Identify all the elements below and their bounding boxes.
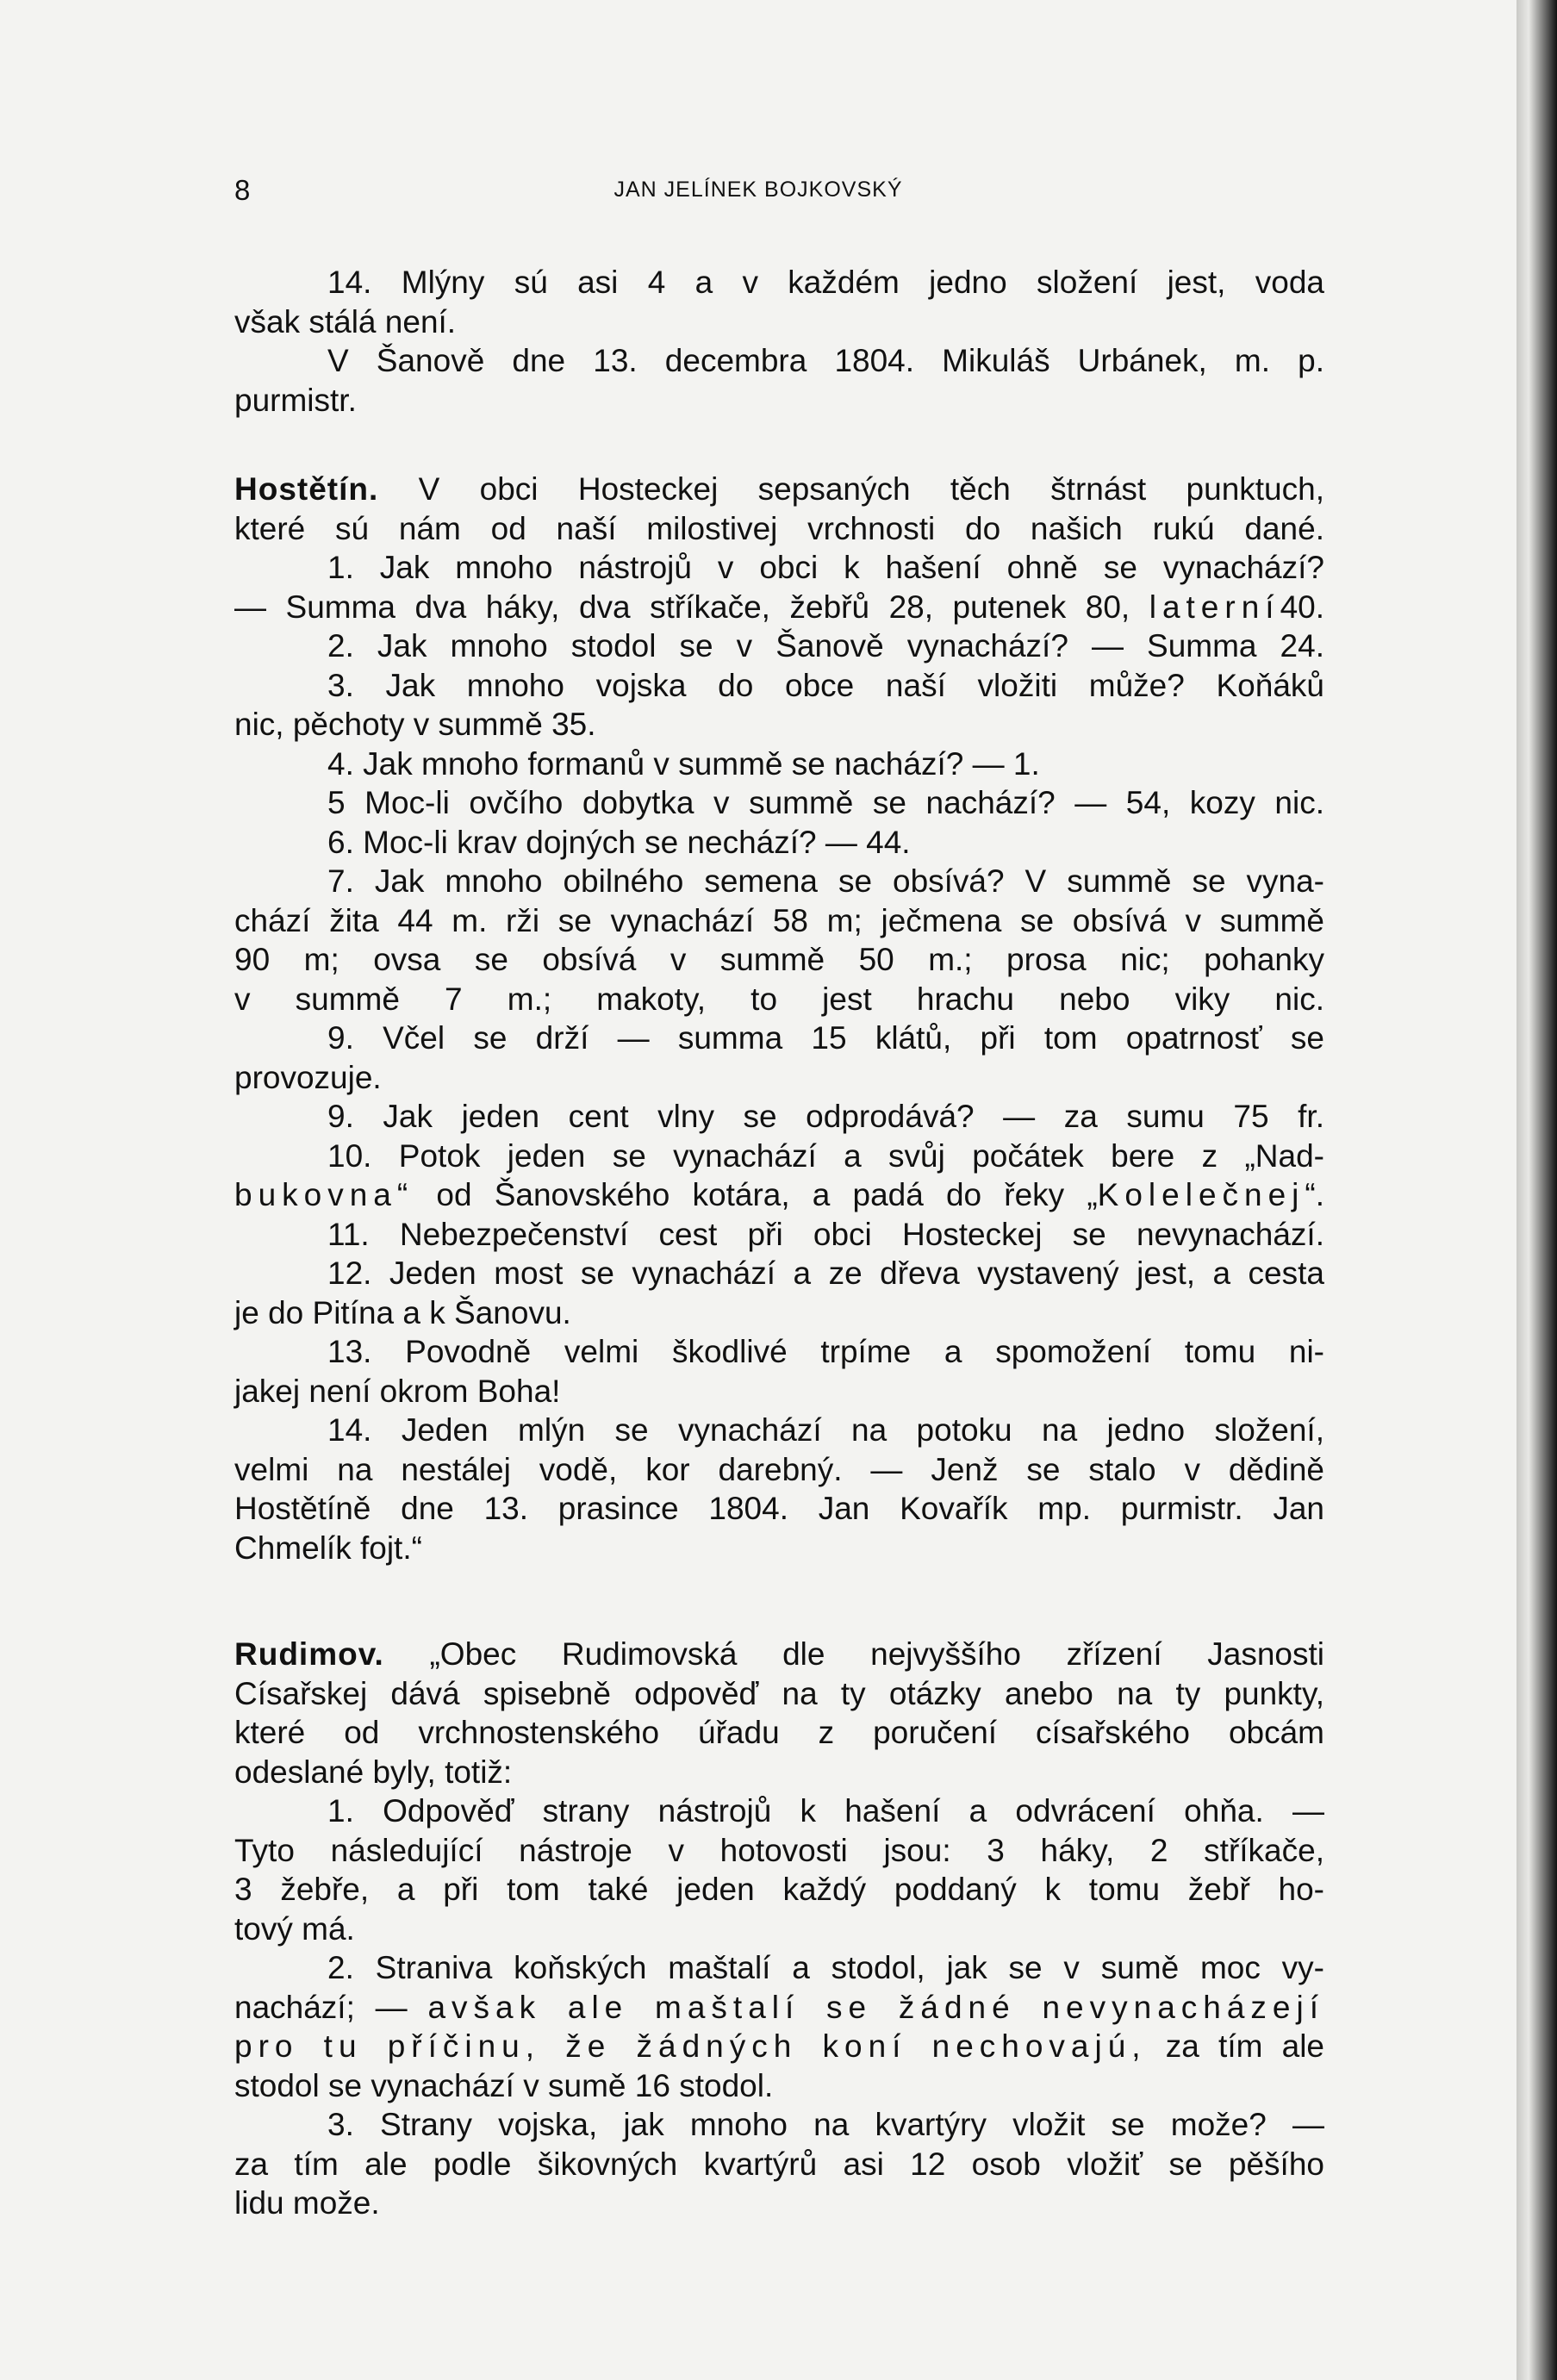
text-line: 2. Jak mnoho stodol se v Šanově vynachází? — Summa 24. (327, 628, 1324, 664)
text-line: nachází; — avšak ale maštalí se žádné nevynacházejí (234, 1989, 1325, 2025)
text-line: které od vrchnostenského úřadu z poručení císařského obcám (234, 1715, 1324, 1750)
text-line: stodol se vynachází v sumě 16 stodol. (234, 2067, 774, 2103)
text-line: chází žita 44 m. rži se vynachází 58 m; ječmena se obsívá v summě (234, 902, 1324, 938)
text-line: však stálá není. (234, 303, 457, 340)
text-line: je do Pitína a k Šanovu. (234, 1294, 571, 1330)
text-line: 2. Straniva koňských maštalí a stodol, jak se v sumě moc vy- (327, 1950, 1324, 1985)
text-line: 12. Jeden most se vynachází a ze dřeva vystavený jest, a cesta (327, 1255, 1324, 1291)
text-line: 7. Jak mnoho obilného semena se obsívá? V summě se vyna- (327, 863, 1324, 899)
section-sanov-closing (234, 263, 1324, 420)
text-line: 3 žebře, a při tom také jeden každý poddaný k tomu žebř ho- (234, 1872, 1324, 1907)
text-line: 3. Jak mnoho vojska do obce naší vložiti může? Koňáků (327, 667, 1324, 703)
text-line: V Šanově dne 13. decembra 1804. Mikuláš Urbánek, m. p. (327, 343, 1324, 378)
text-line: Hostětín. V obci Hosteckej sepsaných těch štrnást punktuch, (234, 471, 1324, 507)
text-line: Rudimov. „Obec Rudimovská dle nejvyššího zřízení Jasnosti (234, 1636, 1325, 1672)
text-line: v summě 7 m.; makoty, to jest hrachu nebo viky nic. (234, 981, 1324, 1017)
text-line: bukovna“ od Šanovského kotára, a padá do řeky „Kolelečnej“. (234, 1177, 1325, 1212)
text-line: odeslané byly, totiž: (234, 1754, 513, 1790)
text-line: lidu može. (234, 2185, 380, 2221)
text-line: Tyto následující nástroje v hotovosti jsou: 3 háky, 2 stříkače, (234, 1832, 1324, 1868)
section-rudimov (234, 1635, 1324, 2223)
text-line: 10. Potok jeden se vynachází a svůj počátek bere z „Nad- (327, 1137, 1324, 1174)
text-line: 13. Povodně velmi škodlivé trpíme a spomožení tomu ni- (327, 1334, 1324, 1369)
text-line: provozuje. (234, 1059, 382, 1095)
text-line: 90 m; ovsa se obsívá v summě 50 m.; prosa nic; pohanky (234, 942, 1324, 977)
text-line: 3. Strany vojska, jak mnoho na kvartýry vložit se može? — (327, 2107, 1324, 2142)
text-line: Hostětíně dne 13. prasince 1804. Jan Kovařík mp. purmistr. Jan (234, 1491, 1324, 1526)
page-header (0, 169, 1517, 206)
text-line: Chmelík fojt.“ (234, 1530, 422, 1566)
section-hostetin (234, 470, 1324, 1567)
text-line: 6. Moc-li krav dojných se nechází? — 44. (327, 824, 911, 860)
text-line: jakej není okrom Boha! (234, 1373, 561, 1409)
text-line: purmistr. (234, 382, 357, 418)
section-heading: Rudimov. (234, 1636, 384, 1672)
text-line: Císařskej dává spisebně odpověď na ty otázky anebo na ty punkty, (234, 1675, 1324, 1711)
text-line: za tím ale podle šikovných kvartýrů asi 12 osob vložiť se pěšího (234, 2146, 1324, 2182)
text-line: 5 Moc-li ovčího dobytka v summě se nachází? — 54, kozy nic. (327, 785, 1324, 820)
text-line: pro tu příčinu, že žádných koní nechovajú, za tím ale (234, 2028, 1325, 2064)
text-line: 11. Nebezpečenství cest při obci Hosteckej se nevynachází. (327, 1216, 1324, 1252)
text-line: velmi na nestálej vodě, kor darebný. — Jenž se stalo v dědině (234, 1451, 1324, 1487)
running-title: JAN JELÍNEK BOJKOVSKÝ (613, 178, 903, 202)
text-line: 9. Jak jeden cent vlny se odprodává? — za sumu 75 fr. (327, 1099, 1324, 1134)
text-line: 4. Jak mnoho formanů v summě se nachází? — 1. (327, 745, 1040, 782)
text-line: 14. Mlýny sú asi 4 a v každém jedno složení jest, voda (327, 265, 1324, 300)
text-line: které sú nám od naší milostivej vrchnosti do našich rukú dané. (234, 510, 1324, 546)
text-line: nic, pěchoty v summě 35. (234, 707, 596, 742)
text-line: tový má. (234, 1910, 355, 1947)
text-line: 14. Jeden mlýn se vynachází na potoku na jedno složení, (327, 1412, 1324, 1448)
body-text (234, 263, 1324, 2223)
text-line: — Summa dva háky, dva stříkače, žebřů 28, putenek 80, laterní40. (234, 589, 1325, 625)
page-edge-shadow (1517, 0, 1557, 2380)
section-heading: Hostětín. (234, 471, 379, 507)
text-line: 1. Jak mnoho nástrojů v obci k hašení ohně se vynachází? (327, 550, 1324, 585)
text-line: 1. Odpověď strany nástrojů k hašení a odvrácení ohňa. — (327, 1793, 1324, 1829)
page-number: 8 (234, 174, 251, 206)
text-line: 9. Včel se drží — summa 15 klátů, při tom opatrnosť se (327, 1020, 1324, 1056)
